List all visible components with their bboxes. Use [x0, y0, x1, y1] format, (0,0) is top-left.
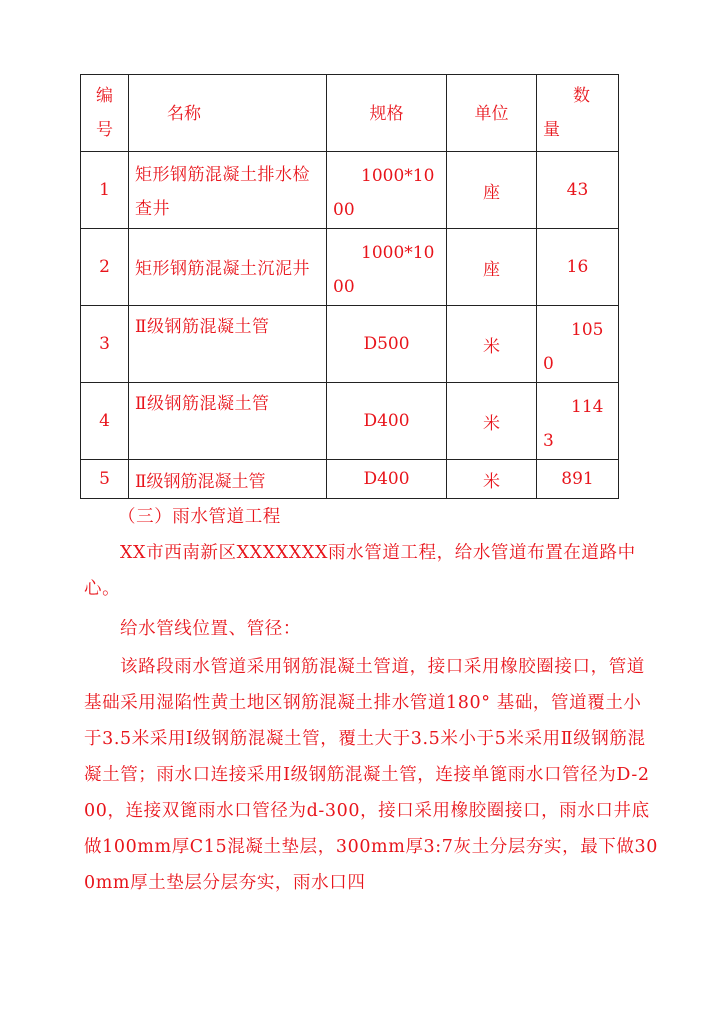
header-spec: 规格 — [369, 103, 404, 124]
row-num: 2 — [99, 257, 110, 277]
row-unit: 米 — [483, 471, 500, 492]
row-name: 矩形钢筋混凝土排水检查井 — [135, 165, 310, 219]
table-row — [81, 460, 619, 499]
row-qty: 891 — [561, 469, 594, 489]
row-spec: 1000*1000 — [333, 166, 435, 220]
row-name-cell — [129, 383, 327, 460]
header-spec-cell — [327, 75, 447, 152]
header-name-cell — [129, 75, 327, 152]
row-spec: D400 — [363, 411, 410, 431]
row-qty-cell — [537, 152, 619, 229]
row-unit: 米 — [483, 413, 500, 434]
row-qty-cell — [537, 383, 619, 460]
row-num-cell — [81, 152, 129, 229]
header-num-cell — [81, 75, 129, 152]
row-num: 3 — [99, 334, 110, 354]
row-unit-cell — [447, 383, 537, 460]
row-name: Ⅱ级钢筋混凝土管 — [135, 471, 266, 492]
row-name-cell — [129, 460, 327, 499]
row-name-cell — [129, 229, 327, 306]
table-row — [81, 152, 619, 229]
section-paragraph-2: 该路段雨水管道采用钢筋混凝土管道，接口采用橡胶圈接口，管道基础采用湿陷性黄土地区钢筋混凝土排水管道180° 基础，管道覆土小于3.5米采用Ⅰ级钢筋混凝土管，覆土大于3.5米小于5米采用Ⅱ级钢筋混凝土管；雨水口连接采用Ⅰ级钢筋混凝土管，连接单篦雨水口管径为D-200，连接双篦雨水口管径为d-300，接口采用橡胶圈接口，雨水口井底做100mm厚C15混凝土垫层，300mm厚3:7灰土分层夯实，最下做300mm厚土垫层分层夯实，雨水口四 — [84, 657, 658, 893]
header-unit: 单位 — [474, 103, 509, 124]
header-name: 名称 — [167, 103, 201, 124]
row-spec-cell — [327, 229, 447, 306]
row-unit-cell — [447, 229, 537, 306]
row-spec: 1000*1000 — [333, 243, 435, 297]
table-row — [81, 229, 619, 306]
row-spec-cell — [327, 306, 447, 383]
row-name: 矩形钢筋混凝土沉泥井 — [135, 259, 310, 279]
row-unit: 座 — [483, 259, 500, 280]
row-spec-cell — [327, 152, 447, 229]
row-name: Ⅱ级钢筋混凝土管 — [135, 317, 270, 337]
table-row — [81, 306, 619, 383]
table-row — [81, 383, 619, 460]
row-spec-cell — [327, 383, 447, 460]
row-qty-cell — [537, 460, 619, 499]
row-unit-cell — [447, 460, 537, 499]
row-num: 5 — [99, 469, 110, 489]
row-name-cell — [129, 306, 327, 383]
header-qty-cell — [537, 75, 619, 152]
row-unit-cell — [447, 152, 537, 229]
row-qty: 16 — [566, 257, 589, 277]
row-num-cell — [81, 383, 129, 460]
section-subheading: 给水管线位置、管径： — [120, 619, 301, 639]
row-qty: 1050 — [543, 320, 604, 374]
row-qty-cell — [537, 306, 619, 383]
row-unit: 座 — [483, 182, 500, 203]
row-spec: D500 — [363, 334, 410, 354]
header-num: 编号 — [96, 86, 113, 140]
section-paragraph-1: XX市西南新区XXXXXXX雨水管道工程，给水管道布置在道路中心。 — [84, 543, 636, 599]
row-num-cell — [81, 229, 129, 306]
row-unit: 米 — [483, 336, 500, 357]
table-header-row — [81, 75, 619, 152]
row-qty: 1143 — [543, 397, 604, 451]
section-heading: （三）雨水管道工程 — [118, 507, 281, 527]
row-num: 4 — [99, 411, 110, 431]
row-num: 1 — [99, 180, 110, 200]
header-unit-cell — [447, 75, 537, 152]
row-qty: 43 — [566, 180, 589, 200]
row-name-cell — [129, 152, 327, 229]
row-spec: D400 — [363, 469, 410, 489]
header-qty: 数量 — [543, 86, 590, 140]
materials-table — [80, 74, 619, 499]
row-unit-cell — [447, 306, 537, 383]
row-name: Ⅱ级钢筋混凝土管 — [135, 394, 270, 414]
row-num-cell — [81, 460, 129, 499]
row-qty-cell — [537, 229, 619, 306]
row-num-cell — [81, 306, 129, 383]
row-spec-cell — [327, 460, 447, 499]
